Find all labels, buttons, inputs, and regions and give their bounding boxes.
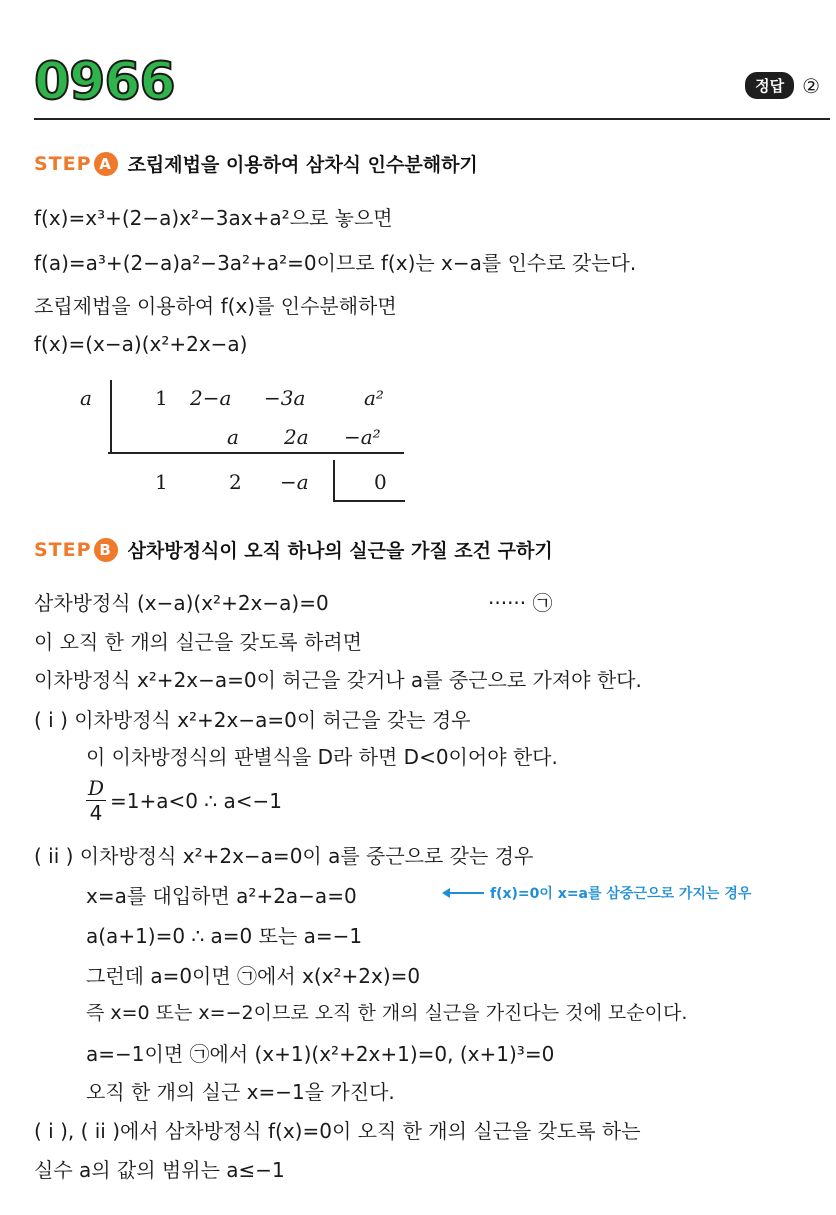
synthetic-row1-c1: 1 <box>155 386 168 410</box>
synthetic-row1-c4: a² <box>364 386 384 410</box>
synthetic-remainder: 0 <box>374 470 387 494</box>
fraction-d-over-4 <box>86 776 106 825</box>
left-arrow-icon <box>448 892 484 894</box>
remainder-box-bottom <box>333 500 405 502</box>
synthetic-row1-c3: −3a <box>264 386 306 410</box>
step-b-tag <box>34 538 118 562</box>
synthetic-row2-c3: 2a <box>284 425 309 449</box>
synthetic-row1-c2: 2−a <box>190 386 232 410</box>
synthetic-row2-c4: −a² <box>344 425 381 449</box>
answer-badge: 정답 <box>745 72 794 99</box>
case-2-heading: ( ii ) 이차방정식 x²+2x−a=0이 a를 중근으로 갖는 경우 <box>34 844 534 868</box>
step-a-title: 조립제법을 이용하여 삼차식 인수분해하기 <box>127 154 478 176</box>
conclusion-line-1: ( i ), ( ii )에서 삼차방정식 f(x)=0이 오직 한 개의 실근을 갖도록 하는 <box>34 1119 641 1143</box>
step-b-line-1: 삼차방정식 (x−a)(x²+2x−a)=0 <box>34 591 329 615</box>
case-2-line-4: 즉 x=0 또는 x=−2이므로 오직 한 개의 실근을 가진다는 것에 모순이다. <box>86 1002 688 1024</box>
step-a-letter: A <box>94 152 118 176</box>
equation-marker: ······ ㉠ <box>488 591 553 615</box>
conclusion-line-2: 실수 a의 값의 범위는 a≤−1 <box>34 1158 285 1182</box>
step-a-line-3: 조립제법을 이용하여 f(x)를 인수분해하면 <box>34 294 397 318</box>
case-2-line-1: x=a를 대입하면 a²+2a−a=0 <box>86 884 357 908</box>
case-1-inequality: =1+a<0 ∴ a<−1 <box>110 788 282 813</box>
case-1-line-2 <box>86 776 282 825</box>
step-b-line-3: 이차방정식 x²+2x−a=0이 허근을 갖거나 a를 중근으로 가져야 한다. <box>34 668 642 692</box>
fraction-numerator: D <box>88 776 105 800</box>
step-b-title: 삼차방정식이 오직 하나의 실근을 가질 조건 구하기 <box>127 540 553 562</box>
answer-value: ② <box>802 73 820 98</box>
synthetic-horizontal-bar <box>108 452 404 454</box>
side-note: f(x)=0이 x=a를 삼중근으로 가지는 경우 <box>490 886 752 902</box>
case-2-line-5: a=−1이면 ㉠에서 (x+1)(x²+2x+1)=0, (x+1)³=0 <box>86 1042 555 1066</box>
step-b-heading <box>34 536 553 563</box>
step-b-label: STEP <box>34 538 92 561</box>
case-2-line-3: 그런데 a=0이면 ㉠에서 x(x²+2x)=0 <box>86 964 421 988</box>
synthetic-divisor: a <box>80 386 92 410</box>
remainder-box-left <box>333 460 335 500</box>
step-b-letter: B <box>94 538 118 562</box>
step-a-line-1: f(x)=x³+(2−a)x²−3ax+a²으로 놓으면 <box>34 206 393 230</box>
step-a-line-2: f(a)=a³+(2−a)a²−3a²+a²=0이므로 f(x)는 x−a를 인수로 갖는다. <box>34 251 637 275</box>
answer-indicator <box>745 72 820 99</box>
problem-number: 0966 <box>34 52 175 112</box>
step-a-tag <box>34 152 118 176</box>
step-b-line-2: 이 오직 한 개의 실근을 갖도록 하려면 <box>34 630 362 654</box>
synthetic-row3-c2: 2 <box>229 470 242 494</box>
step-a-label: STEP <box>34 152 92 175</box>
case-2-line-6: 오직 한 개의 실근 x=−1을 가진다. <box>86 1080 395 1104</box>
synthetic-row2-c2: a <box>227 425 239 449</box>
fraction-denominator: 4 <box>89 801 103 825</box>
case-1-line-1: 이 이차방정식의 판별식을 D라 하면 D<0이어야 한다. <box>86 745 558 769</box>
case-2-line-2: a(a+1)=0 ∴ a=0 또는 a=−1 <box>86 924 363 948</box>
step-a-line-4: f(x)=(x−a)(x²+2x−a) <box>34 332 248 356</box>
case-1-heading: ( i ) 이차방정식 x²+2x−a=0이 허근을 갖는 경우 <box>34 708 471 732</box>
synthetic-row3-c3: −a <box>280 470 309 494</box>
synthetic-row3-c1: 1 <box>155 470 168 494</box>
step-a-heading <box>34 150 478 177</box>
header-divider <box>34 118 830 120</box>
synthetic-vertical-bar <box>110 380 112 454</box>
